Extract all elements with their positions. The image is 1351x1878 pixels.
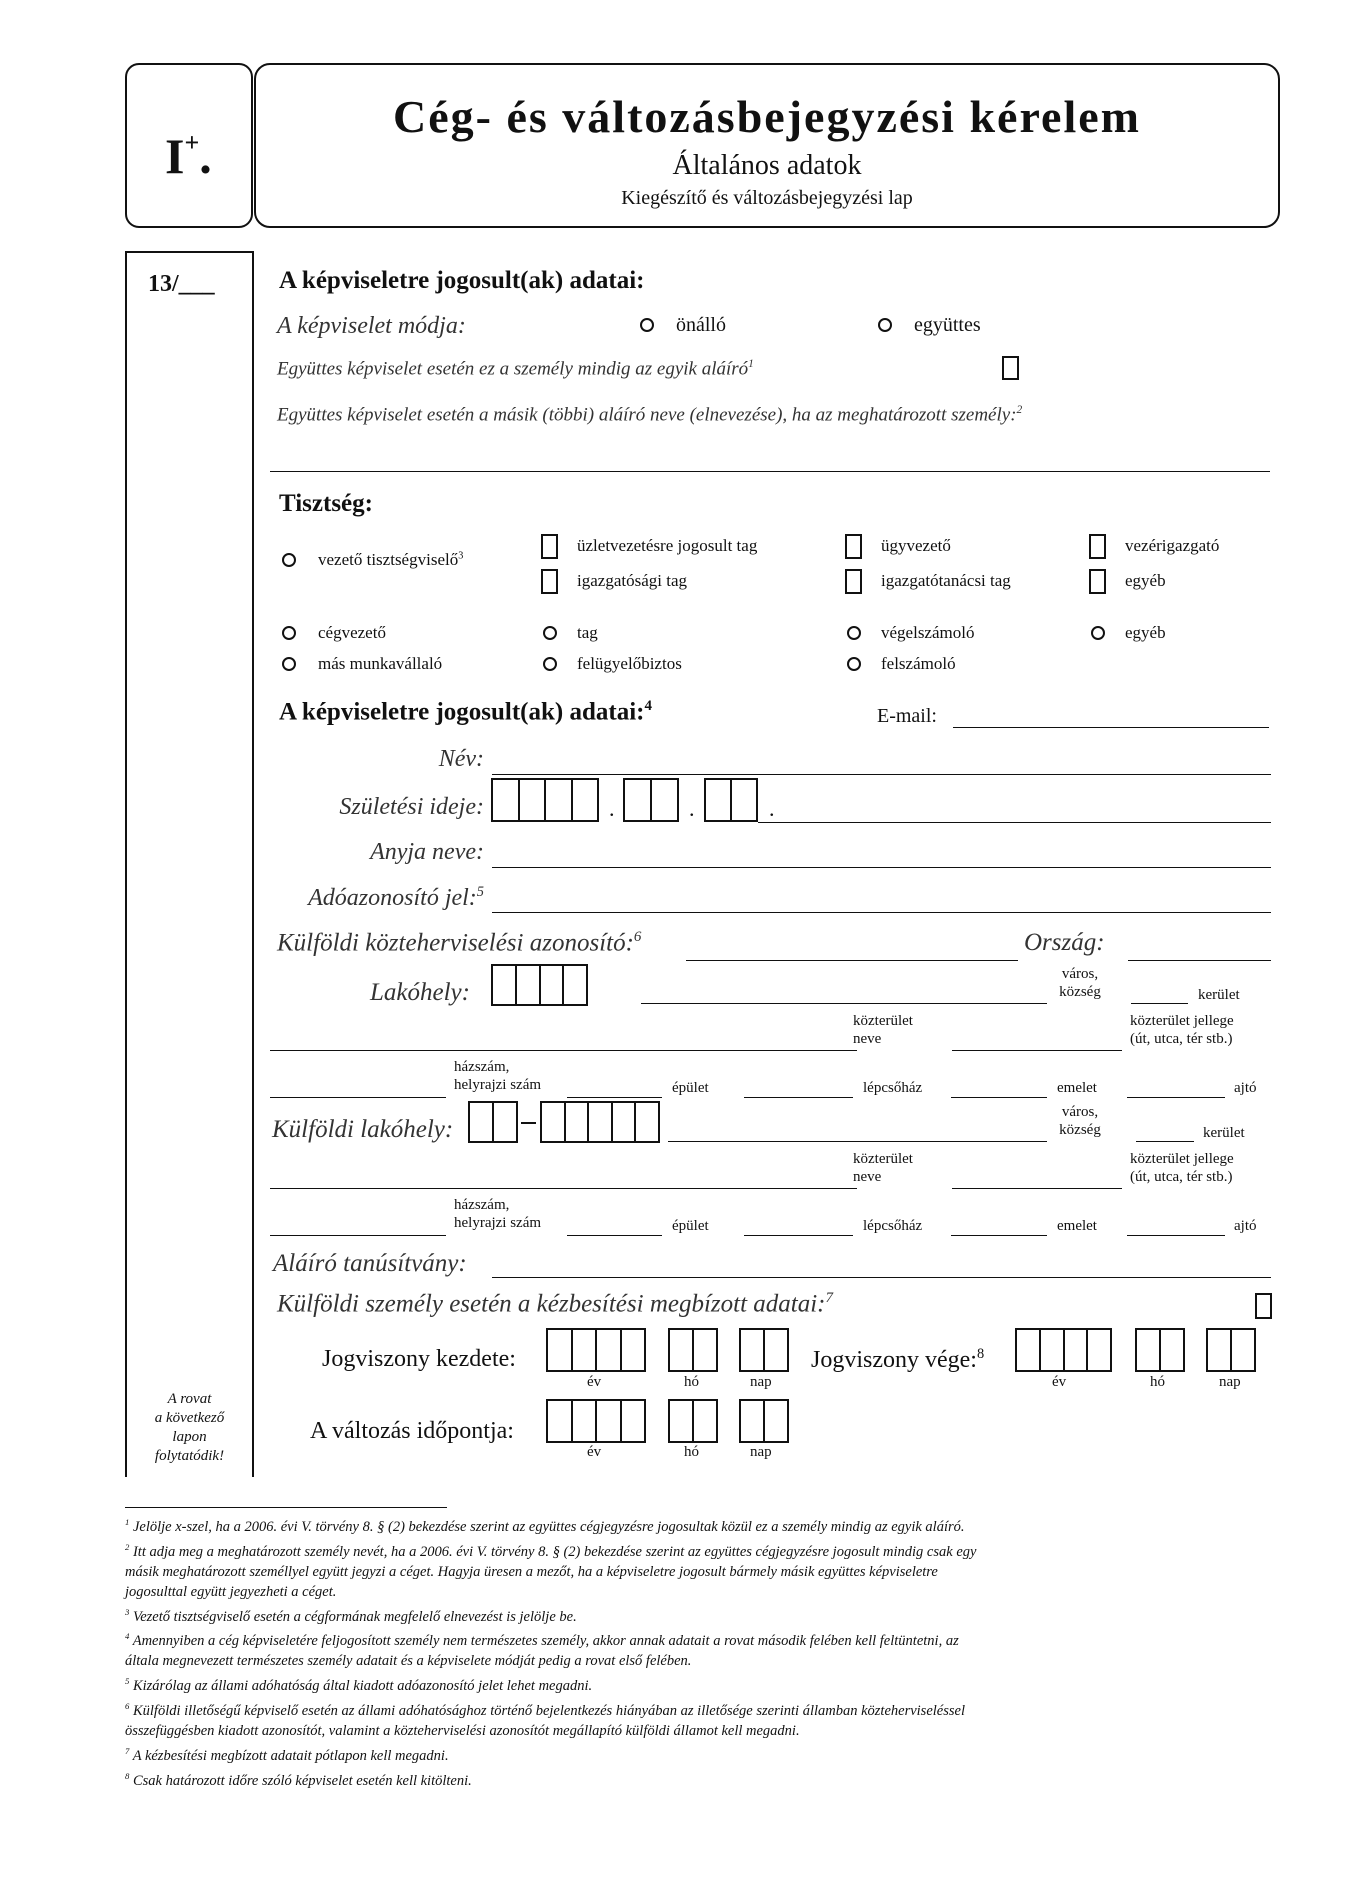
form-code-dot: . <box>199 128 212 184</box>
footnote-text: általa megnevezett természetes személy adatait és a képviselete módját pedig a rovat első felében. <box>125 1653 692 1670</box>
uzletvezetesre-label: üzletvezetésre jogosult tag <box>577 536 758 555</box>
district-label: kerület <box>1198 987 1240 1003</box>
form-code-letter: I <box>165 128 185 184</box>
footnote-ref-8: 8 <box>976 1346 985 1362</box>
employment-end-year-cells[interactable] <box>1015 1328 1112 1372</box>
change-date-year-cells[interactable] <box>546 1399 646 1443</box>
name-label: Név: <box>438 746 484 772</box>
varos-text: város, <box>1061 1104 1099 1120</box>
checkbox-igazgatosagi-tag[interactable] <box>541 569 558 594</box>
staircase-label: lépcsőház <box>863 1080 923 1096</box>
footnote-text: Amennyiben a cég képviseletére feljogosított személy nem természetes személy, akkor annak adatait a rovat második felében kell feltüntetni, az <box>132 1633 959 1650</box>
footnote-ref-3: 3 <box>458 550 464 562</box>
residence-zip-cells[interactable] <box>491 964 588 1006</box>
foreign-house-number-label <box>454 1196 541 1232</box>
foreign-residence-label: Külföldi lakóhely: <box>272 1116 454 1143</box>
birth-month-cells[interactable] <box>623 778 679 822</box>
footnote <box>125 1651 1265 1671</box>
birth-date-dot: . <box>769 796 775 821</box>
foreign-house-number-field[interactable] <box>270 1235 446 1236</box>
footnote-text: másik meghatározott személlyel együtt jegyzi a céget. Hagyja üresen a mezőt, ha a képviseletre jogosult bármely másik együttes képviseletre <box>125 1563 938 1580</box>
mother-name-label: Anyja neve: <box>370 839 484 865</box>
employment-end-month-cells[interactable] <box>1135 1328 1185 1372</box>
street-type-label <box>1130 1012 1234 1048</box>
section-number: 13/___ <box>148 271 215 297</box>
residence-street-type-field[interactable] <box>952 1050 1122 1051</box>
page-title: Cég- és változásbejegyzési kérelem <box>393 91 1141 142</box>
tag-label: tag <box>577 623 598 642</box>
ut-utca-text: (út, utca, tér stb.) <box>1130 1169 1233 1185</box>
residence-door-field[interactable] <box>1127 1097 1225 1098</box>
felugyelobiztos-label: felügyelőbiztos <box>577 654 682 673</box>
footnotes <box>125 1512 1265 1791</box>
vezeto-label-text: vezető tisztségviselő <box>318 550 459 569</box>
helyrajzi-text: helyrajzi szám <box>454 1077 542 1093</box>
foreign-door-label: ajtó <box>1234 1218 1257 1234</box>
footnote-number: 3 <box>125 1606 130 1617</box>
city-label <box>1040 965 1120 1001</box>
radio-vegelszamolo[interactable] <box>847 626 861 640</box>
foreign-district-field[interactable] <box>1136 1141 1194 1142</box>
month-label: hó <box>684 1444 699 1460</box>
radio-onallo[interactable] <box>640 318 654 332</box>
side-note-line: folytatódik! <box>154 1448 225 1464</box>
residence-floor-field[interactable] <box>951 1097 1047 1098</box>
joint-signer-question-text: Együttes képviselet esetén ez a személy mindig az egyik aláíró <box>277 358 749 380</box>
month-label: hó <box>1150 1374 1165 1390</box>
side-continuation-note <box>125 1390 254 1466</box>
change-date-day-cells[interactable] <box>739 1399 789 1443</box>
footnote <box>125 1721 1265 1741</box>
footnote-number: 1 <box>125 1517 130 1527</box>
checkbox-ugyvezeto[interactable] <box>845 534 862 559</box>
cegvezeto-label: cégvezető <box>318 623 386 642</box>
residence-building-field[interactable] <box>567 1097 662 1098</box>
foreign-street-type-label <box>1130 1150 1234 1186</box>
representation-mode-label: A képviselet módja: <box>277 313 466 339</box>
employment-end-label-text: Jogviszony vége: <box>811 1347 977 1373</box>
vezeto-tisztsegviselo-label <box>318 550 463 570</box>
footnote-text: Jelölje x-szel, ha a 2006. évi V. törvény 8. § (2) bekezdése szerint az együttes cégjegyzésre jogosultak közül ez a személy mindig az egyik aláíró. <box>132 1518 965 1535</box>
residence-district-field[interactable] <box>1131 1003 1188 1004</box>
foreign-building-label: épület <box>672 1218 709 1234</box>
footnote-ref-5: 5 <box>476 884 484 900</box>
employment-end-day-cells[interactable] <box>1206 1328 1256 1372</box>
footnote-text: Vezető tisztségviselő esetén a cégformának megfelelő elnevezést is jelölje be. <box>132 1608 577 1625</box>
change-date-label: A változás időpontja: <box>310 1418 514 1444</box>
side-note-line: lapon <box>172 1429 207 1445</box>
footnote <box>125 1766 1265 1791</box>
footnote <box>125 1512 1265 1537</box>
change-date-month-cells[interactable] <box>668 1399 718 1443</box>
form-code-sup: + <box>184 128 200 157</box>
foreign-tax-id-label <box>277 929 641 957</box>
foreign-street-name-label <box>853 1150 913 1186</box>
foreign-street-type-field[interactable] <box>952 1188 1122 1189</box>
foreign-street-name-field[interactable] <box>270 1188 857 1189</box>
foreign-tax-id-field[interactable] <box>686 960 1018 961</box>
foreign-zip-cells[interactable] <box>540 1101 660 1143</box>
section2-heading <box>279 698 652 726</box>
footnote-text: összefüggésben kiadott azonosítót, valamint a közteherviselési azonosítót megállapító külföldi államot kell megadni. <box>125 1722 800 1739</box>
tax-id-label <box>240 884 484 912</box>
radio-egyuttes[interactable] <box>878 318 892 332</box>
employment-end-label <box>811 1346 984 1374</box>
birth-date-label: Születési ideje: <box>339 794 484 820</box>
egyeb-label: egyéb <box>1125 571 1166 590</box>
foreign-floor-field[interactable] <box>951 1235 1047 1236</box>
birth-day-cells[interactable] <box>704 778 758 822</box>
foreign-tax-id-label-text: Külföldi közteherviselési azonosító: <box>277 929 634 957</box>
year-label: év <box>587 1374 602 1390</box>
footnote <box>125 1671 1265 1696</box>
birth-date-dot: . <box>689 796 695 821</box>
mother-name-field[interactable] <box>492 867 1271 868</box>
checkbox-vezerigazgato[interactable] <box>1089 534 1106 559</box>
radio-cegvezeto[interactable] <box>282 626 296 640</box>
foreign-country-code-cells[interactable] <box>468 1101 518 1143</box>
neve-text: neve <box>853 1169 882 1185</box>
form-code <box>165 118 212 184</box>
foreign-staircase-label: lépcsőház <box>863 1218 923 1234</box>
tax-id-field[interactable] <box>492 912 1271 913</box>
radio-tag[interactable] <box>543 626 557 640</box>
footnote-text: Külföldi illetőségű képviselő esetén az állami adóhatósághoz történő bejelentkezés hiányában az illetősége szerinti államban közteherviseléssel <box>132 1702 965 1719</box>
kozseg-text: község <box>1059 984 1101 1000</box>
footnote-number: 7 <box>125 1745 130 1756</box>
residence-city-field[interactable] <box>641 1003 1047 1004</box>
varos-text: város, <box>1061 966 1099 982</box>
foreign-floor-label: emelet <box>1057 1218 1097 1234</box>
country-field[interactable] <box>1128 960 1271 961</box>
building-label: épület <box>672 1080 709 1096</box>
foreign-city-label <box>1040 1103 1120 1139</box>
footnote <box>125 1582 1265 1602</box>
footnote-text: Itt adja meg a meghatározott személy nevét, ha a 2006. évi V. törvény 8. § (2) bekezdése szerint az együttes cégjegyzésre jogosult mindig csak egy <box>132 1543 977 1560</box>
other-signer-name-field[interactable] <box>270 471 1270 472</box>
kozterulet-text: közterület <box>853 1151 913 1167</box>
year-label: év <box>587 1444 602 1460</box>
footnote-ref-1: 1 <box>748 358 754 370</box>
footnote-number: 6 <box>125 1701 130 1712</box>
foreign-residence-dash <box>521 1122 536 1124</box>
joint-signer-checkbox[interactable] <box>1002 356 1019 380</box>
ut-utca-text: (út, utca, tér stb.) <box>1130 1031 1233 1047</box>
footnote <box>125 1741 1265 1766</box>
street-name-label <box>853 1012 913 1048</box>
radio-onallo-label: önálló <box>676 314 726 336</box>
side-note-line: a következő <box>154 1410 225 1426</box>
employment-start-label: Jogviszony kezdete: <box>322 1346 516 1372</box>
residence-street-name-field[interactable] <box>270 1050 857 1051</box>
footnote-ref-7: 7 <box>825 1290 834 1306</box>
footnote <box>125 1537 1265 1562</box>
footnote <box>125 1562 1265 1582</box>
footnote <box>125 1626 1265 1651</box>
footnote-text: Kizárólag az állami adóhatóság által kiadott adóazonosító jelet lehet megadni. <box>132 1678 593 1695</box>
page-subtitle-2: Kiegészítő és változásbejegyzési lap <box>621 187 913 209</box>
footnote-ref-6: 6 <box>633 929 642 945</box>
signature-certificate-label: Aláíró tanúsítvány: <box>273 1250 467 1277</box>
kozterulet-jellege-text: közterület jellege <box>1130 1013 1234 1029</box>
footnote-text: Csak határozott időre szóló képviselet esetén kell kitölteni. <box>132 1772 472 1789</box>
checkbox-igazgatotanacsi-tag[interactable] <box>845 569 862 594</box>
kozterulet-jellege-text: közterület jellege <box>1130 1151 1234 1167</box>
month-label: hó <box>684 1374 699 1390</box>
foreign-staircase-field[interactable] <box>744 1235 853 1236</box>
footnote-separator <box>125 1507 447 1508</box>
foreign-city-field[interactable] <box>668 1141 1047 1142</box>
radio-mas-munkavallalo[interactable] <box>282 657 296 671</box>
foreign-door-field[interactable] <box>1127 1235 1225 1236</box>
checkbox-egyeb[interactable] <box>1089 569 1106 594</box>
section2-heading-text: A képviseletre jogosult(ak) adatai: <box>279 698 645 726</box>
igazgatotanacsi-tag-label: igazgatótanácsi tag <box>881 571 1011 590</box>
side-column <box>125 251 254 1477</box>
footnote <box>125 1696 1265 1721</box>
footnote-number: 2 <box>125 1541 130 1552</box>
radio-felugyelobiztos[interactable] <box>543 657 557 671</box>
day-label: nap <box>1219 1374 1241 1390</box>
igazgatosagi-tag-label: igazgatósági tag <box>577 571 687 590</box>
residence-label: Lakóhely: <box>370 979 470 1006</box>
footnote-number: 5 <box>125 1676 130 1687</box>
radio-felszamolo[interactable] <box>847 657 861 671</box>
door-label: ajtó <box>1234 1080 1257 1096</box>
employment-start-month-cells[interactable] <box>668 1328 718 1372</box>
other-signer-question <box>277 404 1022 426</box>
kozterulet-text: közterület <box>853 1013 913 1029</box>
side-note-line: A rovat <box>167 1391 212 1407</box>
footnote <box>125 1602 1265 1627</box>
birth-date-dot: . <box>609 796 615 821</box>
floor-label: emelet <box>1057 1080 1097 1096</box>
foreign-district-label: kerület <box>1203 1125 1245 1141</box>
kozseg-text: község <box>1059 1122 1101 1138</box>
name-field[interactable] <box>492 774 1271 775</box>
year-label: év <box>1052 1374 1067 1390</box>
other-signer-question-text: Együttes képviselet esetén a másik (többi) aláíró neve (elnevezése), ha az meghatározott személy: <box>277 404 1017 426</box>
hazszam-text: házszám, <box>454 1197 510 1213</box>
joint-signer-question <box>277 358 754 380</box>
mas-munkavallalo-label: más munkavállaló <box>318 654 443 673</box>
footnote-ref-2: 2 <box>1016 404 1023 416</box>
residence-staircase-field[interactable] <box>744 1097 853 1098</box>
neve-text: neve <box>853 1031 882 1047</box>
birth-date-field-line <box>758 822 1271 823</box>
footnote-number: 4 <box>125 1631 130 1642</box>
delivery-agent-label <box>277 1290 833 1318</box>
signature-certificate-field[interactable] <box>492 1277 1271 1278</box>
footnote-ref-4: 4 <box>644 698 652 714</box>
tax-id-label-text: Adóazonosító jel: <box>308 885 477 911</box>
email-field[interactable] <box>953 727 1269 728</box>
house-number-label <box>454 1058 541 1094</box>
helyrajzi-text: helyrajzi szám <box>454 1215 542 1231</box>
email-label: E-mail: <box>877 705 937 727</box>
day-label: nap <box>750 1374 772 1390</box>
position-heading: Tisztség: <box>279 490 373 517</box>
checkbox-uzletvezetesre[interactable] <box>541 534 558 559</box>
employment-start-year-cells[interactable] <box>546 1328 646 1372</box>
egyeb-radio-label: egyéb <box>1125 623 1166 642</box>
residence-house-number-field[interactable] <box>270 1097 446 1098</box>
employment-start-day-cells[interactable] <box>739 1328 789 1372</box>
vezerigazgato-label: vezérigazgató <box>1125 536 1220 555</box>
footnote-number: 8 <box>125 1770 130 1781</box>
radio-egyeb[interactable] <box>1091 626 1105 640</box>
delivery-agent-checkbox[interactable] <box>1255 1293 1272 1319</box>
footnote-text: A kézbesítési megbízott adatait pótlapon kell megadni. <box>132 1747 449 1764</box>
day-label: nap <box>750 1444 772 1460</box>
page-subtitle: Általános adatok <box>672 150 862 181</box>
birth-year-cells[interactable] <box>491 778 599 822</box>
ugyvezeto-label: ügyvezető <box>881 536 951 555</box>
footnote-text: jogosulttal együtt jegyezheti a céget. <box>125 1583 337 1600</box>
delivery-agent-label-text: Külföldi személy esetén a kézbesítési megbízott adatai: <box>277 1290 826 1318</box>
radio-egyuttes-label: együttes <box>914 314 981 336</box>
vegelszamolo-label: végelszámoló <box>881 623 975 642</box>
section1-heading: A képviseletre jogosult(ak) adatai: <box>279 267 645 294</box>
foreign-building-field[interactable] <box>567 1235 662 1236</box>
hazszam-text: házszám, <box>454 1059 510 1075</box>
radio-vezeto-tisztsegviselo[interactable] <box>282 553 296 567</box>
felszamolo-label: felszámoló <box>881 654 956 673</box>
country-label: Ország: <box>1024 929 1105 956</box>
